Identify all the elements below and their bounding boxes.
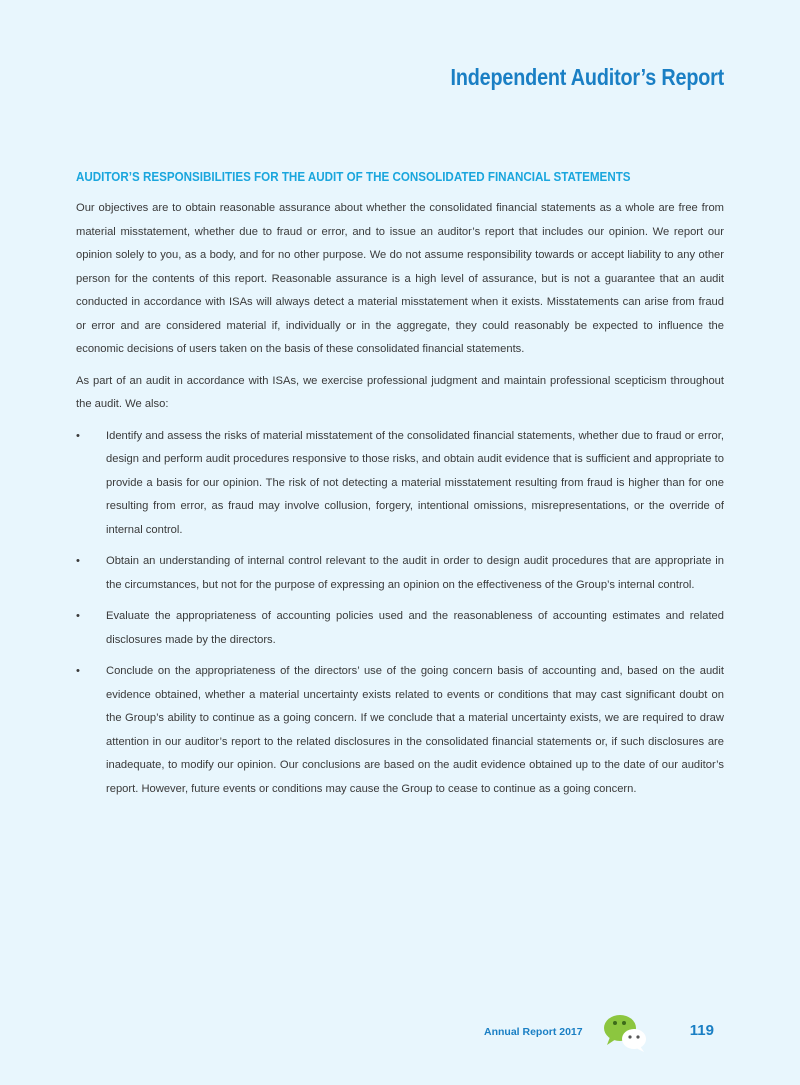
bullet-text: Identify and assess the risks of material misstatement of the consolidated financial statements, whether due to fraud or error, design and perform audit procedures responsive to those risks, and obtain audit evidence that is sufficient and appropriate to provide a basis for our opinion. The risk of not detecting a material misstatement resulting from fraud is higher than for one resulting from error, as fraud may involve collusion, forgery, intentional omissions, misrepresentations, or the override of internal control. (106, 429, 724, 536)
bullet-text: Obtain an understanding of internal control relevant to the audit in order to design audit procedures that are appropriate in the circumstances, but not for the purpose of expressing an opinion on the effectiveness of the Group’s internal control. (106, 555, 724, 591)
paragraph-objectives: Our objectives are to obtain reasonable assurance about whether the consolidated financial statements as a whole are free from material misstatement, whether due to fraud or error, and to issue an auditor’s report that includes our opinion. We report our opinion solely to you, as a body, and for no other purpose. We do not assume responsibility towards or accept liability to any other person for the contents of this report. Reasonable assurance is a high level of assurance, but is not a guarantee that an audit conducted in accordance with ISAs will always detect a material misstatement when it exists. Misstatements can arise from fraud or error and are considered material if, individually or in the aggregate, they could reasonably be expected to influence the economic decisions of users taken on the basis of these consolidated financial statements. (76, 202, 724, 355)
bullet-item-identify-risks (76, 425, 724, 543)
bullet-icon: • (76, 555, 80, 567)
bullet-icon: • (76, 610, 80, 622)
bullet-icon: • (76, 429, 80, 442)
paragraph-audit-intro: As part of an audit in accordance with ISAs, we exercise professional judgment and maintain professional scepticism throughout the audit. We also: (76, 374, 724, 410)
bullet-text: Conclude on the appropriateness of the directors’ use of the going concern basis of accounting and, based on the audit evidence obtained, whether a material uncertainty exists related to events or conditions that may cast significant doubt on the Group’s ability to continue as a going concern. If we conclude that a material uncertainty exists, we are required to draw attention in our auditor’s report to the related disclosures in the consolidated financial statements or, if such disclosures are inadequate, to modify our opinion. Our conclusions are based on the audit evidence obtained up to the date of our auditor’s report. However, future events or conditions may cause the Group to cease to continue as a going concern. (106, 665, 724, 795)
annual-report-label: Annual Report 2017 (484, 1026, 583, 1038)
bullet-item-internal-control (76, 550, 724, 597)
bullet-item-accounting-policies (76, 605, 724, 652)
section-heading: AUDITOR’S RESPONSIBILITIES FOR THE AUDIT OF THE CONSOLIDATED FINANCIAL STATEMENTS (76, 170, 631, 184)
bullet-list (76, 425, 724, 802)
bullet-icon: • (76, 665, 80, 677)
bullet-item-going-concern (76, 660, 724, 801)
page-footer (484, 1012, 714, 1052)
page-title: Independent Auditor’s Report (450, 64, 724, 90)
main-content (76, 170, 724, 809)
bullet-text: Evaluate the appropriateness of accounting policies used and the reasonableness of accounting estimates and related disclosures made by the directors. (106, 610, 724, 646)
chat-bubbles-icon (602, 1012, 652, 1052)
page-number: 119 (689, 1022, 714, 1039)
